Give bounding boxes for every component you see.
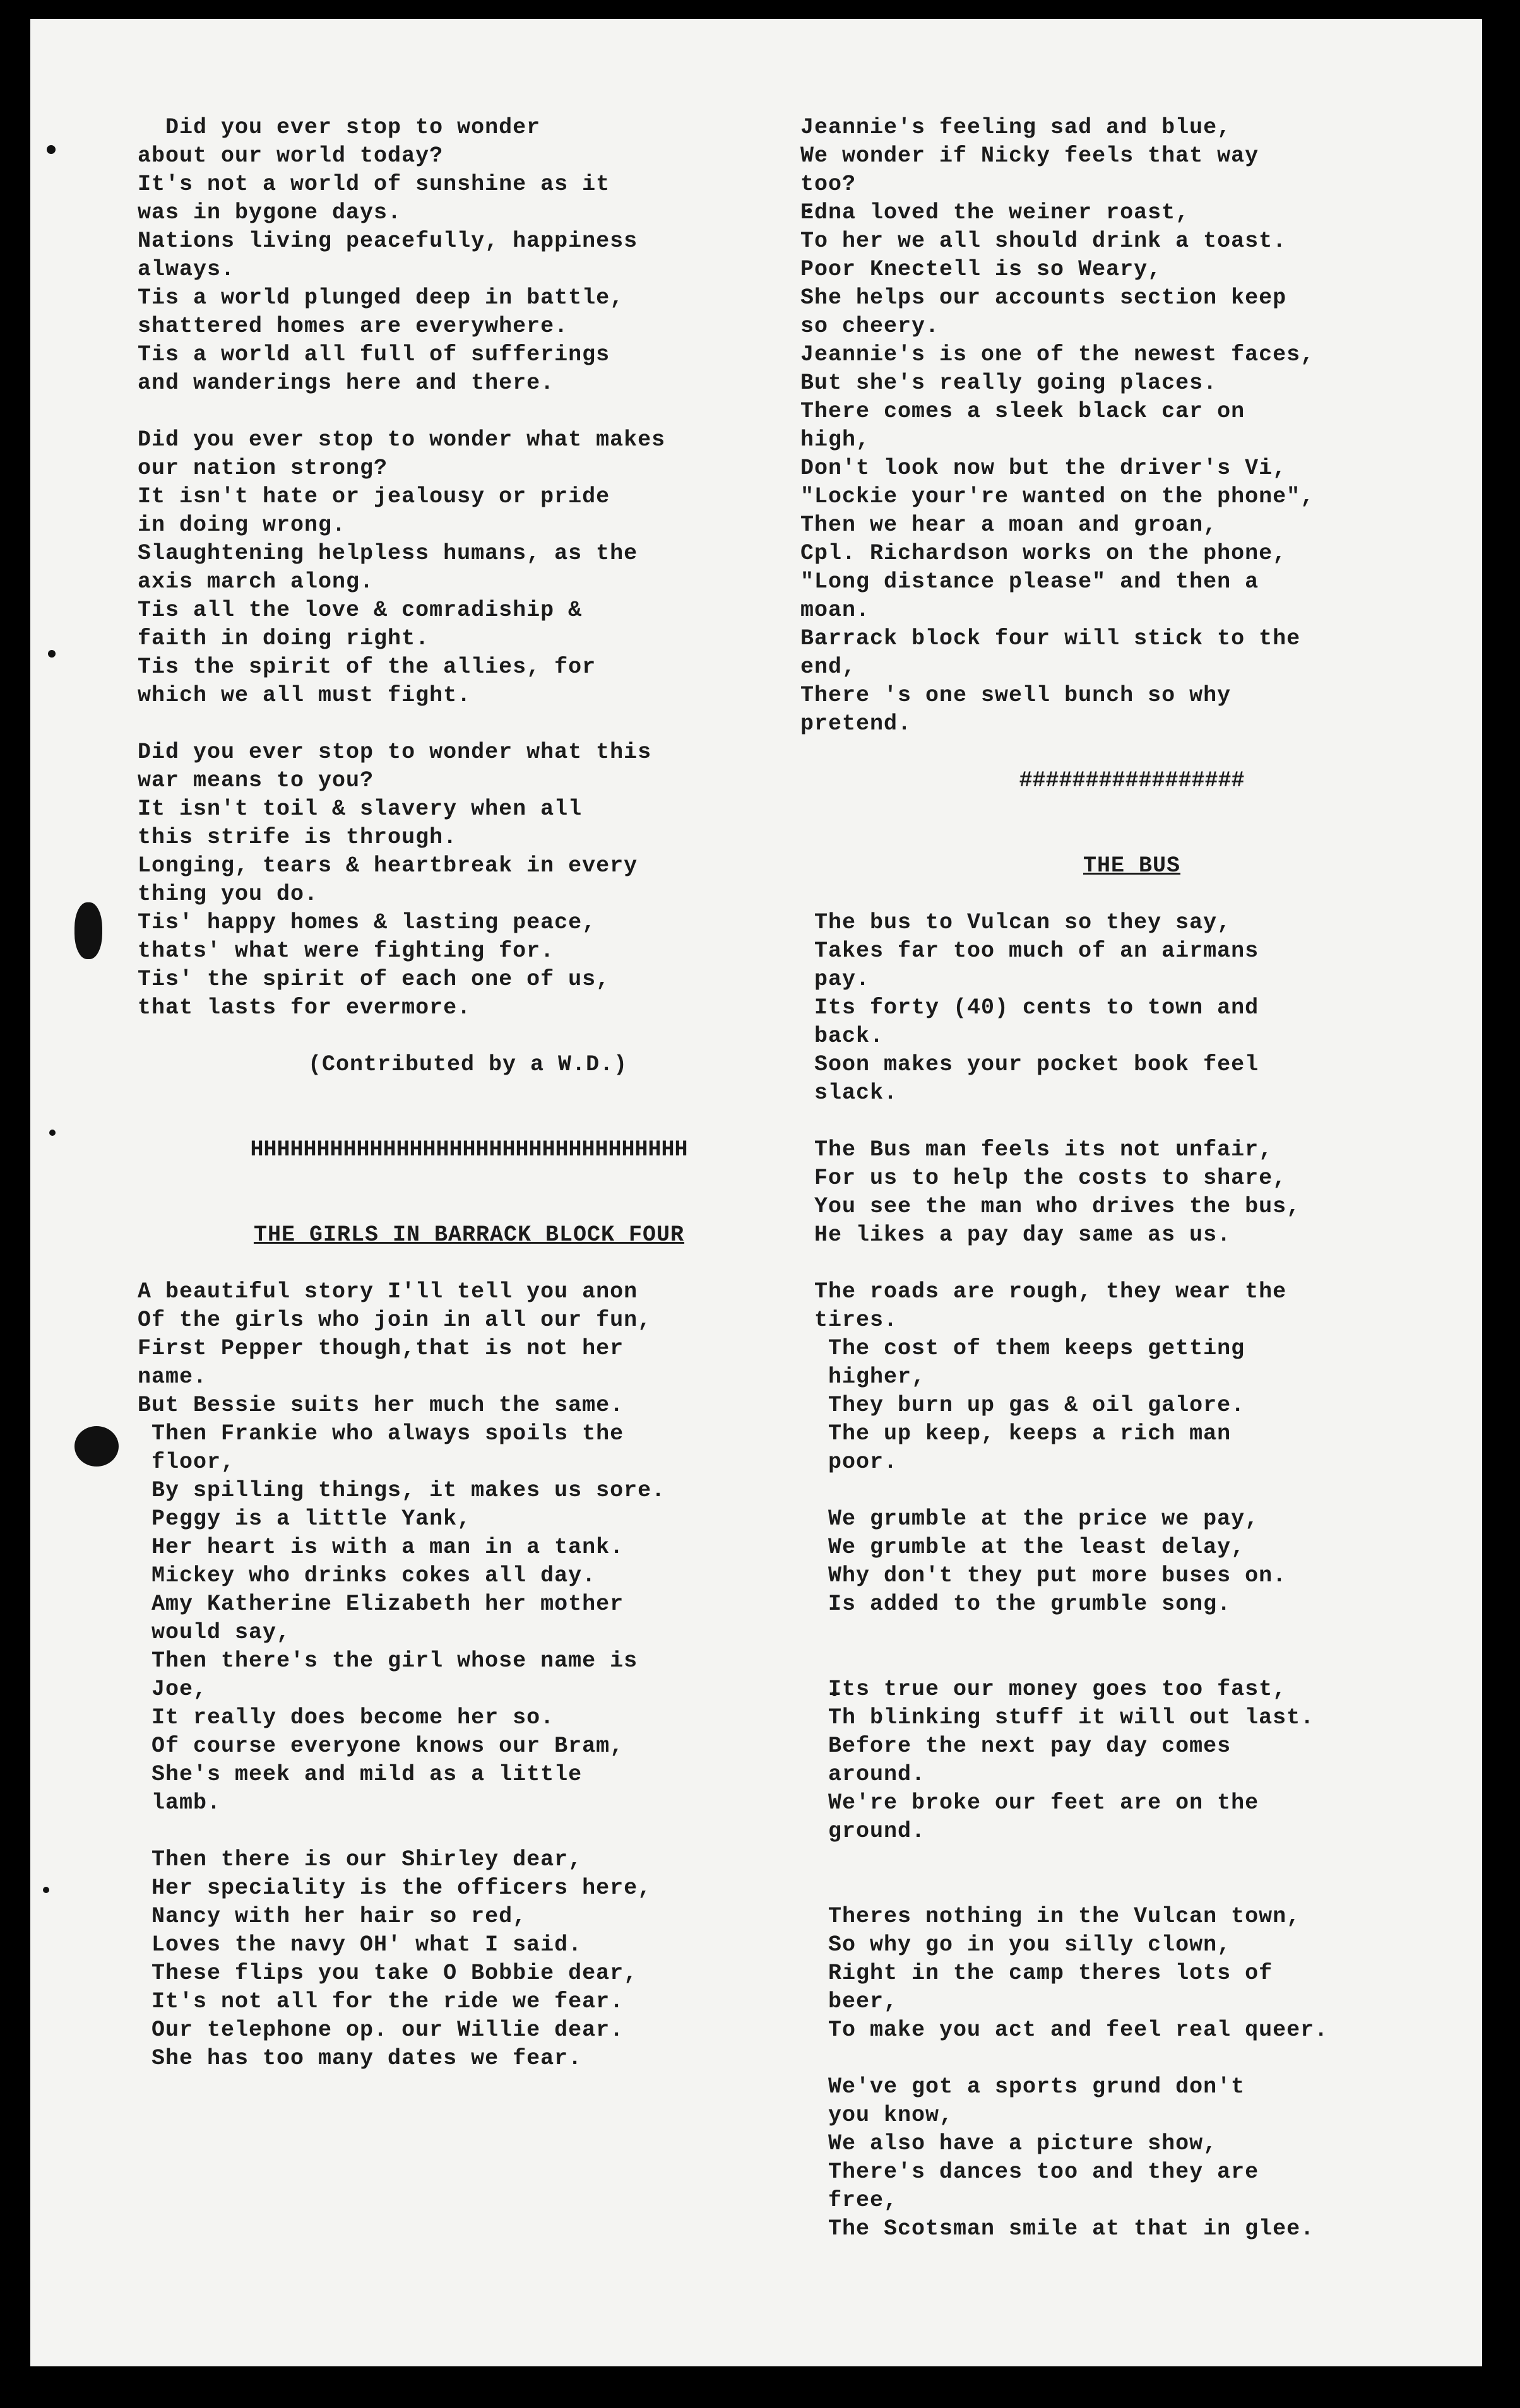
poem-line: poor.: [800, 1449, 898, 1475]
poem-line: Its true our money goes too fast,: [800, 1677, 1287, 1702]
poem-girls-barrack-continued: [800, 114, 1463, 738]
poem-line: The bus to Vulcan so they say,: [800, 910, 1232, 935]
poem-line: Barrack block four will stick to the: [800, 626, 1301, 651]
poem-line: To make you act and feel real queer.: [800, 2017, 1329, 2043]
poem-line: pay.: [800, 967, 870, 992]
poem-line: You see the man who drives the bus,: [800, 1194, 1301, 1219]
poem-line: free,: [800, 2188, 898, 2213]
poem-line: She helps our accounts section keep: [800, 285, 1287, 310]
poem-line: back.: [800, 1024, 884, 1049]
poem-line: It really does become her so.: [138, 1705, 555, 1730]
poem-line: was in bygone days.: [138, 200, 402, 225]
ink-blot: [49, 1130, 56, 1136]
poem-line: Takes far too much of an airmans: [800, 938, 1259, 964]
poem-line: The cost of them keeps getting: [800, 1336, 1245, 1361]
poem-line: To her we all should drink a toast.: [800, 228, 1287, 254]
poem-line: in doing wrong.: [138, 512, 347, 538]
poem-line: [800, 1249, 1463, 1278]
poem-line: Before the next pay day comes: [800, 1733, 1232, 1759]
poem-line: Tis' the spirit of each one of us,: [138, 967, 610, 992]
poem-girls-barrack: [138, 1278, 800, 2073]
poem-line: Then there's the girl whose name is: [138, 1648, 638, 1673]
poem-line: name.: [138, 1364, 208, 1390]
poem-line: She has too many dates we fear.: [138, 2046, 583, 2071]
poem-line: Longing, tears & heartbreak in every: [138, 853, 638, 878]
separator-rule: #################: [1019, 768, 1245, 793]
poem-line: would say,: [138, 1620, 291, 1645]
poem-line: Don't look now but the driver's Vi,: [800, 456, 1287, 481]
poem-line: [138, 398, 800, 426]
poem-line: Our telephone op. our Willie dear.: [138, 2017, 624, 2043]
poem-line: around.: [800, 1762, 926, 1787]
poem-line: Did you ever stop to wonder what this: [138, 740, 652, 765]
poem-line: Peggy is a little Yank,: [138, 1506, 472, 1532]
poem-line: We've got a sports grund don't: [800, 2074, 1245, 2099]
poem-line: They burn up gas & oil galore.: [800, 1393, 1245, 1418]
poem-line: Then there is our Shirley dear,: [138, 1847, 583, 1872]
poem-line: The up keep, keeps a rich man: [800, 1421, 1232, 1446]
ink-blot: [47, 145, 56, 154]
poem-line: Joe,: [138, 1677, 208, 1702]
poem-line: Soon makes your pocket book feel: [800, 1052, 1259, 1077]
poem-line: The Scotsman smile at that in glee.: [800, 2216, 1315, 2241]
poem-line: [800, 1477, 1463, 1505]
poem-line: She's meek and mild as a little: [138, 1762, 583, 1787]
poem-line: He likes a pay day same as us.: [800, 1222, 1232, 1248]
poem-line: our nation strong?: [138, 456, 388, 481]
poem-line: Did you ever stop to wonder: [138, 115, 541, 140]
poem-line: end,: [800, 654, 857, 680]
poem-line: [800, 1619, 1463, 1647]
poem-line: Cpl. Richardson works on the phone,: [800, 541, 1287, 566]
poem-line: The roads are rough, they wear the: [800, 1279, 1287, 1304]
poem-line: shattered homes are everywhere.: [138, 314, 569, 339]
poem-line: floor,: [138, 1449, 235, 1475]
poem-line: Nancy with her hair so red,: [138, 1904, 527, 1929]
poem-line: Of course everyone knows our Bram,: [138, 1733, 624, 1759]
poem-line: Tis a world plunged deep in battle,: [138, 285, 624, 310]
poem-line: "Lockie your're wanted on the phone",: [800, 484, 1315, 509]
poem-line: Its forty (40) cents to town and: [800, 995, 1259, 1020]
poem-line: Amy Katherine Elizabeth her mother: [138, 1591, 624, 1617]
poem-line: It's not a world of sunshine as it: [138, 172, 610, 197]
poem-line: Tis all the love & comradiship &: [138, 598, 583, 623]
poem-line: you know,: [800, 2103, 954, 2128]
poem-line: We wonder if Nicky feels that way: [800, 143, 1259, 168]
poem-line: Jeannie's is one of the newest faces,: [800, 342, 1315, 367]
poem-line: about our world today?: [138, 143, 444, 168]
poem-line: faith in doing right.: [138, 626, 430, 651]
poem-the-bus: [800, 909, 1463, 2243]
poem-line: [800, 1846, 1463, 1874]
ink-blot: [43, 1887, 49, 1893]
poem-line: [138, 1817, 800, 1846]
poem-line: We're broke our feet are on the: [800, 1790, 1259, 1815]
poem-line: Her heart is with a man in a tank.: [138, 1535, 624, 1560]
poem-line: thing you do.: [138, 882, 319, 907]
poem-line: that lasts for evermore.: [138, 995, 472, 1020]
poem-line: It isn't hate or jealousy or pride: [138, 484, 610, 509]
separator-rule: HHHHHHHHHHHHHHHHHHHHHHHHHHHHHHHHH: [250, 1137, 688, 1162]
poem-line: higher,: [800, 1364, 926, 1390]
poem-line: Slaughtening helpless humans, as the: [138, 541, 638, 566]
poem-line: But she's really going places.: [800, 370, 1218, 396]
poem-line: First Pepper though,that is not her: [138, 1336, 624, 1361]
poem-line: Her speciality is the officers here,: [138, 1875, 652, 1901]
poem-line: We grumble at the price we pay,: [800, 1506, 1259, 1532]
poem-line: Th blinking stuff it will out last.: [800, 1705, 1315, 1730]
poem-line: We also have a picture show,: [800, 2131, 1218, 2156]
poem-line: Of the girls who join in all our fun,: [138, 1307, 652, 1333]
poem-line: There 's one swell bunch so why: [800, 683, 1232, 708]
poem-line: ground.: [800, 1819, 926, 1844]
poem-line: lamb.: [138, 1790, 222, 1815]
poem-line: war means to you?: [138, 768, 374, 793]
poem-line: We grumble at the least delay,: [800, 1535, 1245, 1560]
poem-line: But Bessie suits her much the same.: [138, 1393, 624, 1418]
ink-blot: [48, 650, 56, 658]
poem-line: Nations living peacefully, happiness: [138, 228, 638, 254]
poem-line: Tis the spirit of the allies, for: [138, 654, 597, 680]
poem-line: [800, 1647, 1463, 1675]
poem-line: too?: [800, 172, 857, 197]
poem-line: Why don't they put more buses on.: [800, 1563, 1287, 1588]
ink-blot: [74, 1426, 119, 1467]
poem-line: These flips you take O Bobbie dear,: [138, 1961, 638, 1986]
heading-girls-barrack: THE GIRLS IN BARRACK BLOCK FOUR: [253, 1222, 685, 1248]
right-column: [800, 114, 1463, 2243]
poem-line: moan.: [800, 598, 870, 623]
poem-line: Mickey who drinks cokes all day.: [138, 1563, 597, 1588]
poem-line: so cheery.: [800, 314, 940, 339]
poem-line: pretend.: [800, 711, 912, 736]
poem-line: It's not all for the ride we fear.: [138, 1989, 624, 2014]
poem-line: Did you ever stop to wonder what makes: [138, 427, 666, 452]
poem-line: By spilling things, it makes us sore.: [138, 1478, 666, 1503]
poem-line: Then Frankie who always spoils the: [138, 1421, 624, 1446]
poem-line: tires.: [800, 1307, 898, 1333]
poem-credit: (Contributed by a W.D.): [308, 1052, 628, 1077]
poem-line: Tis a world all full of sufferings: [138, 342, 610, 367]
poem-line: [800, 2045, 1463, 2073]
poem-line: high,: [800, 427, 870, 452]
poem-line: [800, 1107, 1463, 1136]
poem-line: [800, 1874, 1463, 1903]
poem-line: So why go in you silly clown,: [800, 1932, 1232, 1957]
ink-blot: [74, 902, 102, 959]
poem-line: It isn't toil & slavery when all: [138, 796, 583, 822]
poem-line: There's dances too and they are: [800, 2159, 1259, 2185]
poem-line: There comes a sleek black car on: [800, 399, 1245, 424]
poem-line: [138, 710, 800, 738]
poem-world-today: [138, 114, 800, 1022]
poem-line: Right in the camp theres lots of: [800, 1961, 1273, 1986]
poem-line: Is added to the grumble song.: [800, 1591, 1232, 1617]
poem-line: Loves the navy OH' what I said.: [138, 1932, 583, 1957]
poem-line: beer,: [800, 1989, 898, 2014]
poem-line: Poor Knectell is so Weary,: [800, 257, 1162, 282]
poem-line: Tis' happy homes & lasting peace,: [138, 910, 597, 935]
poem-line: and wanderings here and there.: [138, 370, 555, 396]
poem-line: Jeannie's feeling sad and blue,: [800, 115, 1232, 140]
poem-line: always.: [138, 257, 235, 282]
poem-line: which we all must fight.: [138, 683, 472, 708]
poem-line: axis march along.: [138, 569, 374, 594]
poem-line: The Bus man feels its not unfair,: [800, 1137, 1273, 1162]
poem-line: A beautiful story I'll tell you anon: [138, 1279, 638, 1304]
poem-line: Theres nothing in the Vulcan town,: [800, 1904, 1301, 1929]
poem-line: this strife is through.: [138, 825, 458, 850]
poem-line: thats' what were fighting for.: [138, 938, 555, 964]
document-page: [30, 19, 1482, 2366]
poem-line: slack.: [800, 1080, 898, 1106]
poem-line: "Long distance please" and then a: [800, 569, 1259, 594]
heading-the-bus: THE BUS: [1083, 853, 1181, 878]
poem-line: Edna loved the weiner roast,: [800, 200, 1190, 225]
poem-line: For us to help the costs to share,: [800, 1166, 1287, 1191]
poem-line: Then we hear a moan and groan,: [800, 512, 1218, 538]
left-column: [138, 114, 800, 2073]
